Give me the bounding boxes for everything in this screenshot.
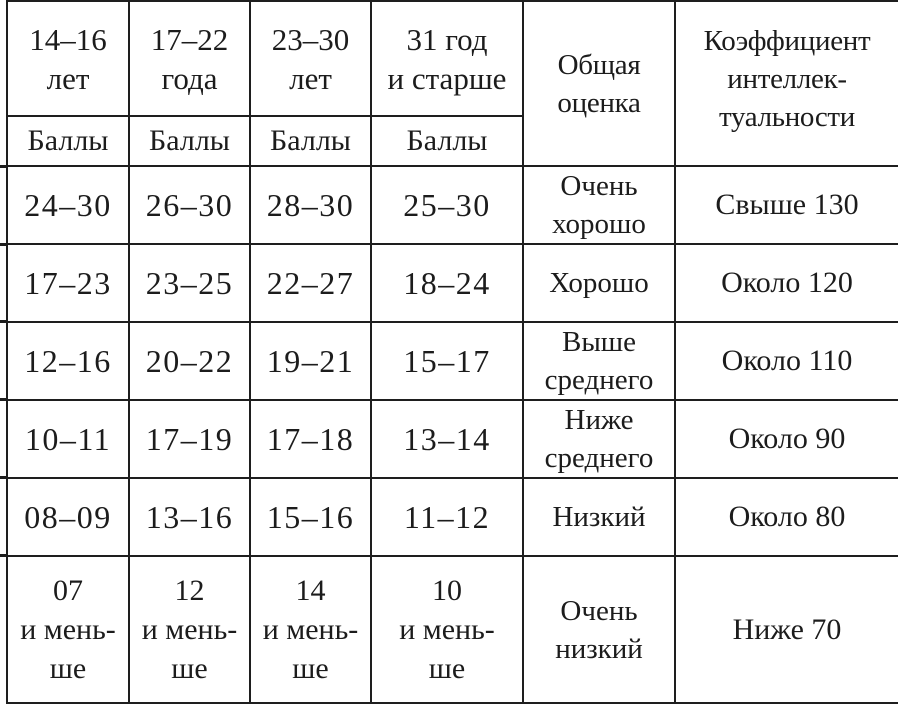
assessment-line: среднего — [544, 442, 654, 474]
header-age-group — [129, 1, 250, 116]
score-range-cell — [7, 556, 129, 703]
table-row — [7, 244, 898, 322]
score-range-cell: 11–12 — [371, 478, 523, 556]
iq-score-table — [6, 0, 898, 704]
age-group-unit: года — [161, 60, 218, 96]
assessment-cell — [523, 322, 675, 400]
table-row — [7, 322, 898, 400]
points-label: Баллы — [129, 116, 250, 166]
score-range-cell: 15–16 — [250, 478, 371, 556]
table-row — [7, 478, 898, 556]
assessment-cell — [523, 400, 675, 478]
assessment-cell — [523, 556, 675, 703]
score-range-cell: 13–16 — [129, 478, 250, 556]
age-group-range: 17–22 — [150, 21, 229, 57]
assessment-line: Низкий — [552, 501, 646, 533]
score-range-cell — [129, 556, 250, 703]
points-label: Баллы — [371, 116, 523, 166]
assessment-line: Ниже — [564, 404, 634, 436]
age-group-range: 31 год — [406, 21, 488, 57]
iq-cell: Около 120 — [675, 244, 898, 322]
assessment-line: Очень — [560, 170, 638, 202]
score-range-cell: 12–16 — [7, 322, 129, 400]
iq-header-line: интеллек- — [727, 63, 847, 95]
iq-header-line: Коэффициент — [703, 25, 871, 57]
assessment-line: Выше — [561, 326, 637, 358]
age-group-unit: лет — [289, 60, 332, 96]
score-range-cell — [371, 556, 523, 703]
assessment-cell — [523, 244, 675, 322]
score-range-cell: 18–24 — [371, 244, 523, 322]
score-range-cell: 13–14 — [371, 400, 523, 478]
score-range-cell — [250, 556, 371, 703]
score-range-cell: 24–30 — [7, 166, 129, 244]
assessment-line: Очень — [560, 594, 638, 627]
score-qualifier: ше — [171, 652, 208, 685]
header-row-age-groups — [7, 1, 898, 116]
score-qualifier: ше — [292, 652, 329, 685]
table-row — [7, 166, 898, 244]
table-row-last — [7, 556, 898, 703]
points-label: Баллы — [7, 116, 129, 166]
score-range-cell: 17–23 — [7, 244, 129, 322]
iq-cell: Ниже 70 — [675, 556, 898, 703]
header-assessment — [523, 1, 675, 166]
score-value: 07 — [53, 574, 83, 607]
age-group-range: 14–16 — [29, 21, 107, 57]
header-age-group — [371, 1, 523, 116]
header-iq-coefficient — [675, 1, 898, 166]
score-range-cell: 26–30 — [129, 166, 250, 244]
score-range-cell: 20–22 — [129, 322, 250, 400]
header-age-group — [7, 1, 129, 116]
score-range-cell: 15–17 — [371, 322, 523, 400]
iq-header-line: туальности — [718, 101, 856, 133]
iq-cell: Около 90 — [675, 400, 898, 478]
assessment-header-line: Общая — [557, 48, 641, 81]
iq-score-table-container — [6, 0, 898, 702]
score-qualifier: и мень- — [20, 613, 116, 646]
points-label: Баллы — [250, 116, 371, 166]
header-age-group — [250, 1, 371, 116]
score-range-cell: 23–25 — [129, 244, 250, 322]
score-value: 10 — [432, 574, 462, 607]
assessment-line: среднего — [544, 364, 654, 396]
score-range-cell: 17–18 — [250, 400, 371, 478]
age-group-range: 23–30 — [271, 21, 350, 57]
score-range-cell: 17–19 — [129, 400, 250, 478]
score-qualifier: и мень- — [141, 613, 238, 646]
assessment-header-line: оценка — [557, 86, 641, 119]
age-group-unit: лет — [46, 60, 90, 96]
assessment-cell — [523, 166, 675, 244]
iq-cell: Около 80 — [675, 478, 898, 556]
iq-cell: Около 110 — [675, 322, 898, 400]
score-range-cell: 08–09 — [7, 478, 129, 556]
score-range-cell: 19–21 — [250, 322, 371, 400]
assessment-line: хорошо — [552, 208, 646, 240]
score-range-cell: 28–30 — [250, 166, 371, 244]
iq-cell: Свыше 130 — [675, 166, 898, 244]
score-qualifier: и мень- — [262, 613, 359, 646]
score-qualifier: и мень- — [399, 613, 495, 646]
score-qualifier: ше — [428, 652, 466, 685]
table-row — [7, 400, 898, 478]
score-range-cell: 22–27 — [250, 244, 371, 322]
assessment-line: низкий — [555, 632, 643, 665]
age-group-unit: и старше — [387, 60, 507, 96]
score-range-cell: 10–11 — [7, 400, 129, 478]
score-value: 14 — [295, 574, 326, 607]
assessment-line: Хорошо — [549, 267, 649, 299]
score-value: 12 — [174, 574, 205, 607]
score-range-cell: 25–30 — [371, 166, 523, 244]
score-qualifier: ше — [49, 652, 87, 685]
assessment-cell — [523, 478, 675, 556]
